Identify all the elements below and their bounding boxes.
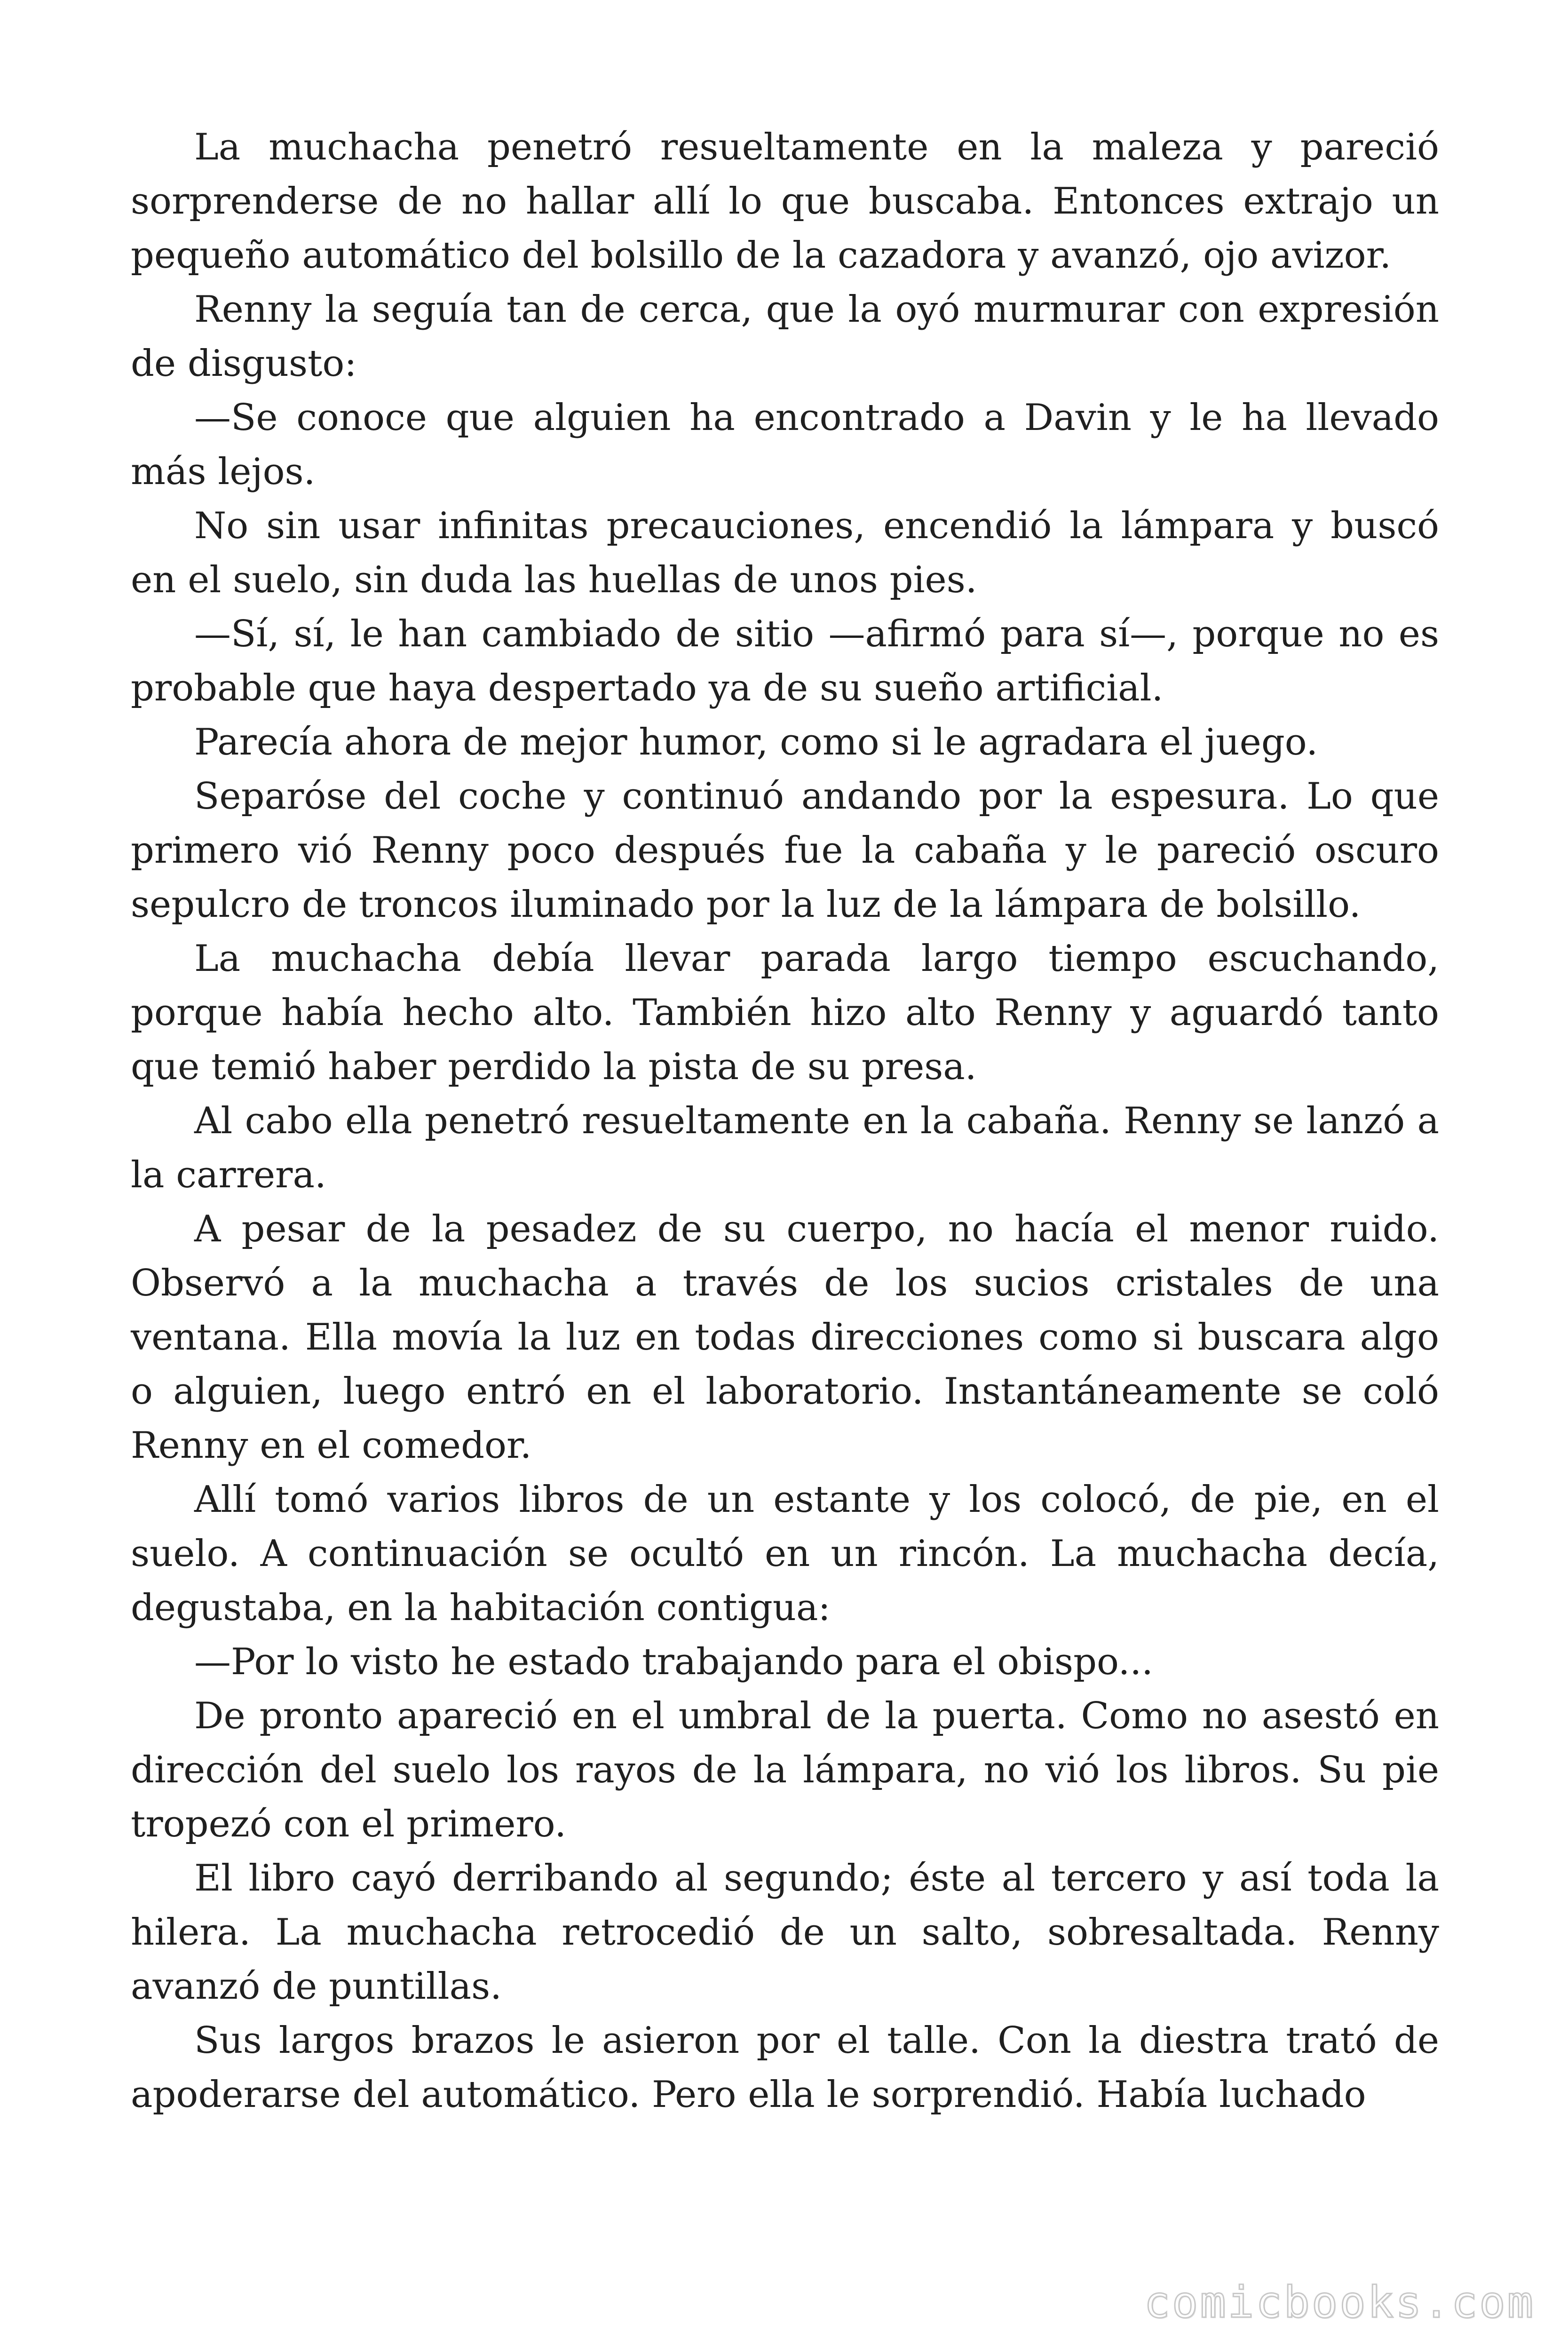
paragraph-15: Sus largos brazos le asieron por el talle. Con la diestra trató de apoderarse del automático. Pero ella le sorprendió. Había luchado — [131, 2019, 1439, 2116]
paragraph-6: Parecía ahora de mejor humor, como si le agradara el juego. — [194, 721, 1318, 763]
watermark: comicbooks.com — [1144, 2277, 1535, 2328]
paragraph-8: La muchacha debía llevar parada largo tiempo escuchando, porque había hecho alto. También hizo alto Renny y aguardó tanto que temió haber perdido la pista de su presa. — [131, 938, 1439, 1088]
body-text — [131, 120, 1439, 2122]
paragraph-3: —Se conoce que alguien ha encontrado a Davin y le ha llevado más lejos. — [131, 397, 1439, 493]
paragraph-9: Al cabo ella penetró resueltamente en la cabaña. Renny se lanzó a la carrera. — [131, 1100, 1439, 1196]
paragraph-10: A pesar de la pesadez de su cuerpo, no hacía el menor ruido. Observó a la muchacha a través de los sucios cristales de una ventana. Ella movía la luz en todas direcciones como si buscara algo o alguien, luego entró en el laboratorio. Instantáneamente se coló Renny en el comedor. — [131, 1208, 1439, 1467]
paragraph-7: Separóse del coche y continuó andando por la espesura. Lo que primero vió Renny poco después fue la cabaña y le pareció oscuro sepulcro de troncos iluminado por la luz de la lámpara de bolsillo. — [131, 775, 1439, 926]
paragraph-11: Allí tomó varios libros de un estante y los colocó, de pie, en el suelo. A continuación se ocultó en un rincón. La muchacha decía, degustaba, en la habitación contigua: — [131, 1478, 1439, 1629]
paragraph-1: La muchacha penetró resueltamente en la maleza y pareció sorprenderse de no hallar allí lo que buscaba. Entonces extrajo un pequeño automático del bolsillo de la cazadora y avanzó, ojo avizor. — [131, 126, 1439, 277]
paragraph-12: —Por lo visto he estado trabajando para el obispo... — [194, 1641, 1153, 1683]
paragraph-4: No sin usar infinitas precauciones, encendió la lámpara y buscó en el suelo, sin duda las huellas de unos pies. — [131, 505, 1439, 601]
paragraph-2: Renny la seguía tan de cerca, que la oyó murmurar con expresión de disgusto: — [131, 288, 1439, 385]
paragraph-14: El libro cayó derribando al segundo; éste al tercero y así toda la hilera. La muchacha retrocedió de un salto, sobresaltada. Renny avanzó de puntillas. — [131, 1857, 1439, 2008]
paragraph-13: De pronto apareció en el umbral de la puerta. Como no asestó en dirección del suelo los rayos de la lámpara, no vió los libros. Su pie tropezó con el primero. — [131, 1695, 1439, 1845]
paragraph-5: —Sí, sí, le han cambiado de sitio —afirmó para sí—, porque no es probable que haya despertado ya de su sueño artificial. — [131, 613, 1439, 709]
